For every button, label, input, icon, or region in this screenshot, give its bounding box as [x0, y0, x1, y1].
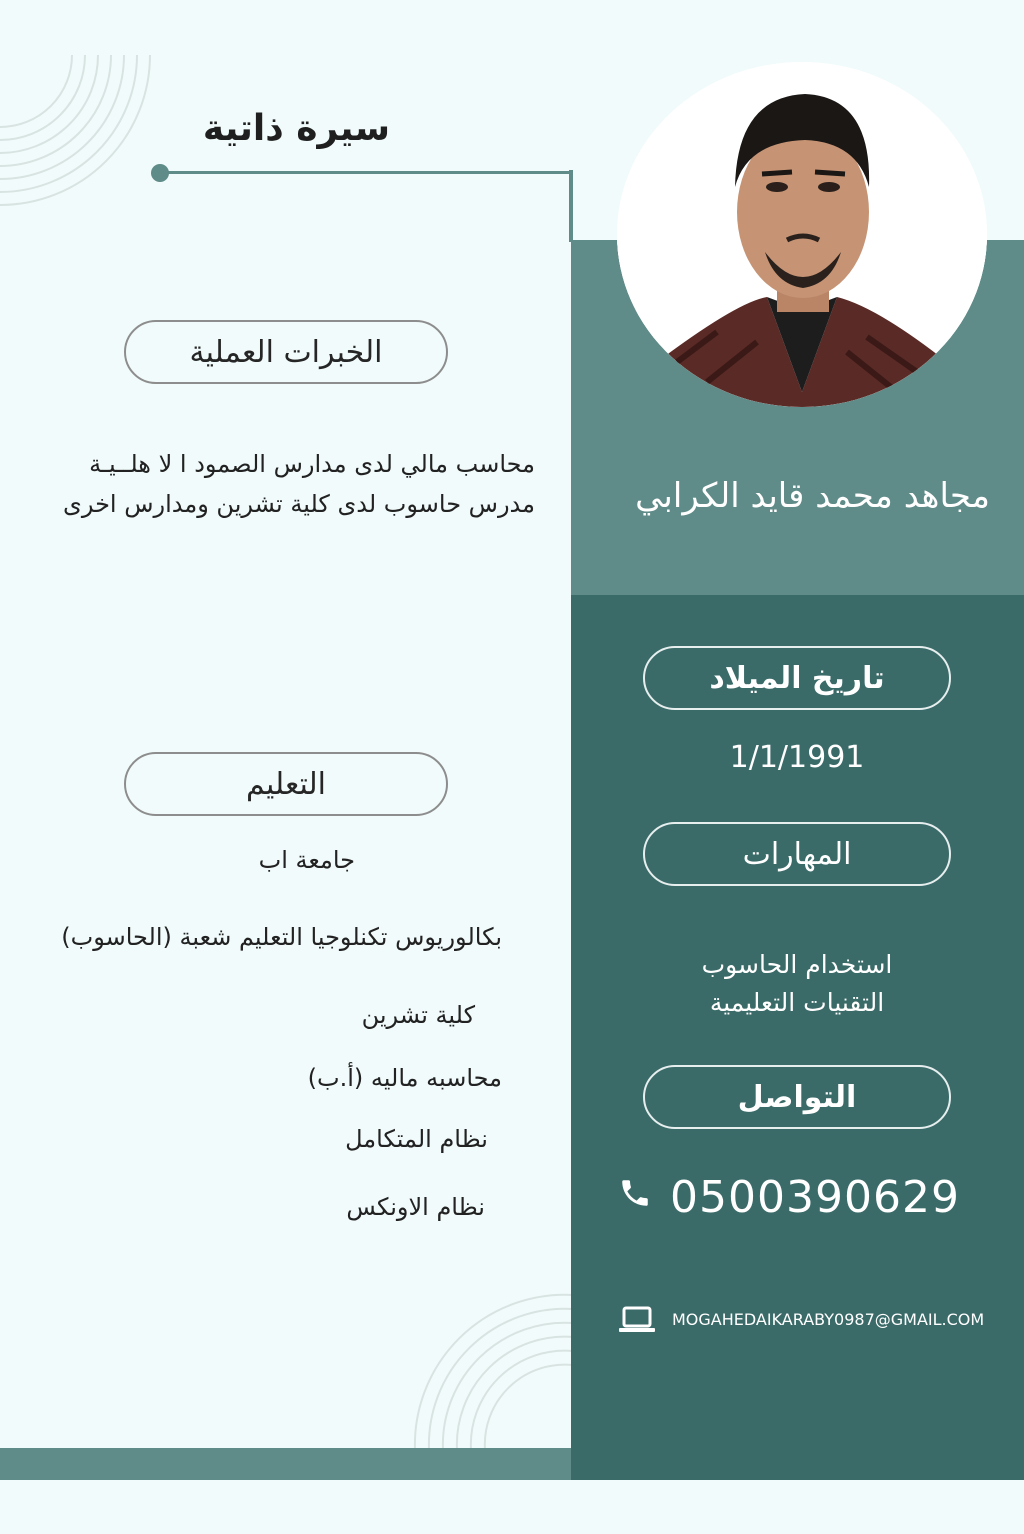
education-item-4: محاسبه ماليه (أ.ب)	[307, 1064, 502, 1092]
experience-heading-label: الخبرات العملية	[189, 334, 383, 370]
vertical-divider	[569, 170, 573, 242]
education-item-6: نظام الاونكس	[346, 1193, 485, 1221]
person-portrait-icon	[617, 62, 987, 407]
skills-heading-label: المهارات	[742, 836, 852, 872]
birth-date: 1/1/1991	[729, 740, 865, 775]
skill-item-2: التقنيات التعليمية	[709, 988, 885, 1017]
education-heading-label: التعليم	[246, 766, 326, 802]
page-title: سيرة ذاتية	[202, 108, 390, 149]
skill-item-1: استخدام الحاسوب	[701, 950, 893, 979]
education-heading	[124, 752, 448, 816]
education-item-1: جامعة اب	[258, 846, 355, 874]
education-item-3: كلية تشرين	[361, 1001, 475, 1029]
experience-heading	[124, 320, 448, 384]
email-address[interactable]: MOGAHEDAIKARABY0987@GMAIL.COM	[672, 1310, 985, 1329]
info-panel	[571, 595, 1024, 1480]
title-dot	[151, 164, 169, 182]
experience-line-1: محاسب مالي لدى مدارس الصمود ا لا هلــيـة	[89, 450, 535, 478]
title-underline	[160, 171, 572, 174]
birth-heading-label: تاريخ الميلاد	[709, 660, 885, 696]
person-name: مجاهد محمد قايد الكرابي	[635, 476, 990, 516]
profile-photo	[617, 62, 987, 407]
laptop-icon	[618, 1305, 656, 1335]
decorative-arcs-top	[0, 20, 170, 210]
experience-line-2: مدرس حاسوب لدى كلية تشرين ومدارس اخرى	[63, 490, 535, 518]
decorative-arcs-bottom	[405, 1290, 573, 1450]
bottom-bar	[0, 1448, 571, 1480]
contact-heading-label: التواصل	[737, 1079, 857, 1115]
phone-number[interactable]: 0500390629	[670, 1172, 960, 1223]
contact-heading	[643, 1065, 951, 1129]
phone-icon	[618, 1176, 652, 1210]
education-item-5: نظام المتكامل	[345, 1125, 488, 1153]
skills-heading	[643, 822, 951, 886]
birth-heading	[643, 646, 951, 710]
education-item-2: بكالوريوس تكنلوجيا التعليم شعبة (الحاسوب)	[61, 923, 502, 951]
